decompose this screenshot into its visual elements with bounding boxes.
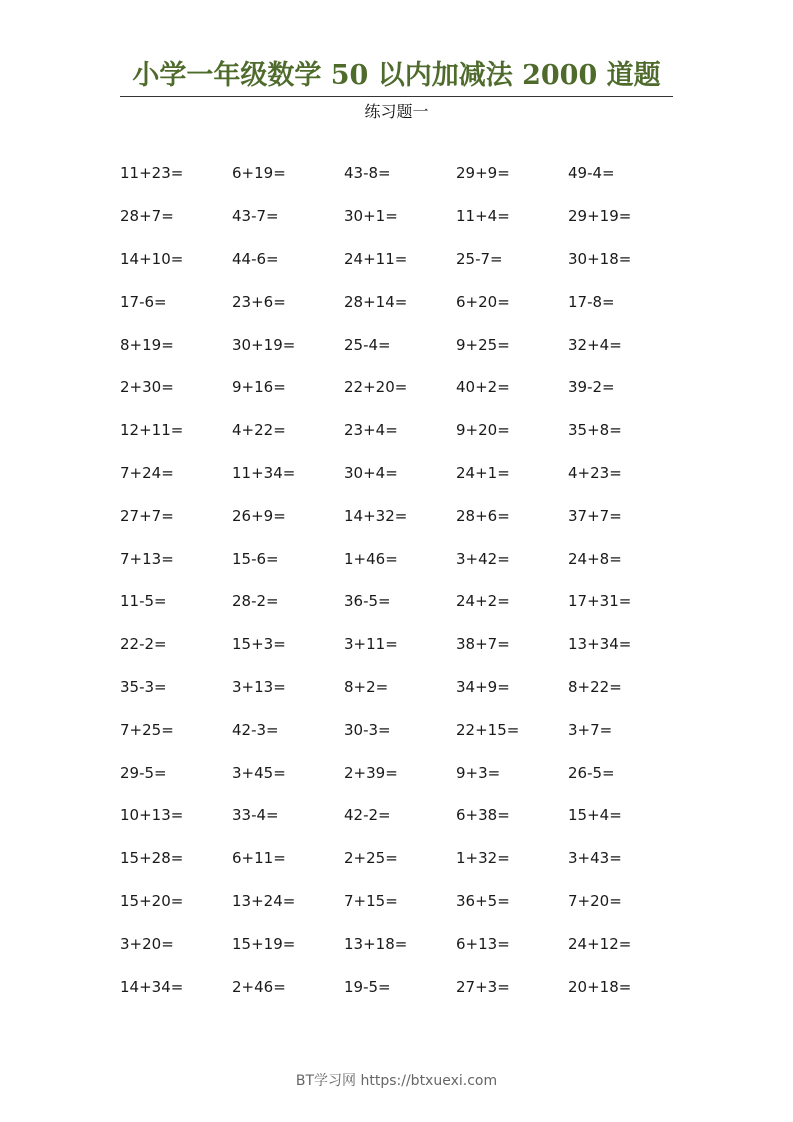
math-problem: 17+31= xyxy=(568,592,632,611)
math-problem: 7+25= xyxy=(120,720,174,739)
problem-row xyxy=(120,708,680,751)
math-problem: 34+9= xyxy=(456,677,510,696)
math-problem: 26+9= xyxy=(232,506,286,525)
math-problem: 49-4= xyxy=(568,164,615,183)
math-problem: 39-2= xyxy=(568,378,615,397)
math-problem: 23+4= xyxy=(344,421,398,440)
math-problem: 22+20= xyxy=(344,378,408,397)
math-problem: 32+4= xyxy=(568,335,622,354)
math-problem: 14+10= xyxy=(120,249,184,268)
math-problem: 6+13= xyxy=(456,934,510,953)
problem-row xyxy=(120,623,680,666)
math-problem: 37+7= xyxy=(568,506,622,525)
math-problem: 28+14= xyxy=(344,292,408,311)
math-problem: 22-2= xyxy=(120,635,167,654)
math-problem: 24+12= xyxy=(568,934,632,953)
math-problem: 4+22= xyxy=(232,421,286,440)
math-problem: 14+34= xyxy=(120,977,184,996)
math-problem: 38+7= xyxy=(456,635,510,654)
math-problem: 30+19= xyxy=(232,335,296,354)
math-problem: 7+20= xyxy=(568,891,622,910)
math-problem: 25-7= xyxy=(456,249,503,268)
problem-row xyxy=(120,366,680,409)
math-problem: 33-4= xyxy=(232,806,279,825)
problem-row xyxy=(120,152,680,195)
math-problem: 6+11= xyxy=(232,849,286,868)
math-problem: 1+46= xyxy=(344,549,398,568)
problem-grid xyxy=(120,152,680,1008)
math-problem: 3+43= xyxy=(568,849,622,868)
problem-row xyxy=(120,238,680,281)
problem-row xyxy=(120,195,680,238)
math-problem: 27+7= xyxy=(120,506,174,525)
problem-row xyxy=(120,580,680,623)
math-problem: 30+18= xyxy=(568,249,632,268)
math-problem: 43-8= xyxy=(344,164,391,183)
problem-row xyxy=(120,794,680,837)
math-problem: 24+2= xyxy=(456,592,510,611)
math-problem: 13+24= xyxy=(232,891,296,910)
math-problem: 2+39= xyxy=(344,763,398,782)
math-problem: 9+20= xyxy=(456,421,510,440)
math-problem: 17-6= xyxy=(120,292,167,311)
problem-row xyxy=(120,965,680,1008)
footer-watermark: BT学习网 https://btxuexi.com xyxy=(295,1073,498,1089)
math-problem: 13+34= xyxy=(568,635,632,654)
problem-row xyxy=(120,922,680,965)
math-problem: 13+18= xyxy=(344,934,408,953)
math-problem: 15+20= xyxy=(120,891,184,910)
problem-row xyxy=(120,409,680,452)
math-problem: 25-4= xyxy=(344,335,391,354)
math-problem: 7+24= xyxy=(120,463,174,482)
math-problem: 11-5= xyxy=(120,592,167,611)
math-problem: 27+3= xyxy=(456,977,510,996)
math-problem: 3+20= xyxy=(120,934,174,953)
math-problem: 15-6= xyxy=(232,549,279,568)
math-problem: 15+3= xyxy=(232,635,286,654)
math-problem: 11+23= xyxy=(120,164,184,183)
math-problem: 42-2= xyxy=(344,806,391,825)
math-problem: 15+28= xyxy=(120,849,184,868)
math-problem: 6+19= xyxy=(232,164,286,183)
math-problem: 10+13= xyxy=(120,806,184,825)
math-problem: 9+25= xyxy=(456,335,510,354)
math-problem: 30+4= xyxy=(344,463,398,482)
math-problem: 3+42= xyxy=(456,549,510,568)
math-problem: 35+8= xyxy=(568,421,622,440)
title-divider xyxy=(120,96,673,97)
problem-row xyxy=(120,880,680,923)
math-problem: 23+6= xyxy=(232,292,286,311)
problem-row xyxy=(120,666,680,709)
math-problem: 6+20= xyxy=(456,292,510,311)
math-problem: 8+2= xyxy=(344,677,389,696)
math-problem: 9+16= xyxy=(232,378,286,397)
math-problem: 28-2= xyxy=(232,592,279,611)
problem-row xyxy=(120,751,680,794)
math-problem: 15+4= xyxy=(568,806,622,825)
math-problem: 2+25= xyxy=(344,849,398,868)
math-problem: 2+30= xyxy=(120,378,174,397)
math-problem: 11+34= xyxy=(232,463,296,482)
math-problem: 19-5= xyxy=(344,977,391,996)
math-problem: 9+3= xyxy=(456,763,501,782)
math-problem: 20+18= xyxy=(568,977,632,996)
problem-row xyxy=(120,323,680,366)
math-problem: 35-3= xyxy=(120,677,167,696)
math-problem: 15+19= xyxy=(232,934,296,953)
math-problem: 8+22= xyxy=(568,677,622,696)
math-problem: 11+4= xyxy=(456,207,510,226)
math-problem: 7+15= xyxy=(344,891,398,910)
math-problem: 29+19= xyxy=(568,207,632,226)
math-problem: 3+13= xyxy=(232,677,286,696)
math-problem: 40+2= xyxy=(456,378,510,397)
math-problem: 24+1= xyxy=(456,463,510,482)
problem-row xyxy=(120,494,680,537)
math-problem: 28+6= xyxy=(456,506,510,525)
problem-row xyxy=(120,280,680,323)
problem-row xyxy=(120,537,680,580)
math-problem: 1+32= xyxy=(456,849,510,868)
math-problem: 12+11= xyxy=(120,421,184,440)
math-problem: 7+13= xyxy=(120,549,174,568)
math-problem: 14+32= xyxy=(344,506,408,525)
math-problem: 30+1= xyxy=(344,207,398,226)
math-problem: 22+15= xyxy=(456,720,520,739)
math-problem: 28+7= xyxy=(120,207,174,226)
math-problem: 2+46= xyxy=(232,977,286,996)
math-problem: 17-8= xyxy=(568,292,615,311)
math-problem: 4+23= xyxy=(568,463,622,482)
math-problem: 36-5= xyxy=(344,592,391,611)
math-problem: 6+38= xyxy=(456,806,510,825)
page-title: 小学一年级数学 50 以内加减法 2000 道题 xyxy=(132,60,661,91)
math-problem: 42-3= xyxy=(232,720,279,739)
section-title: 练习题一 xyxy=(364,102,429,121)
math-problem: 3+7= xyxy=(568,720,613,739)
problem-row xyxy=(120,452,680,495)
problem-row xyxy=(120,837,680,880)
math-problem: 26-5= xyxy=(568,763,615,782)
math-problem: 44-6= xyxy=(232,249,279,268)
math-problem: 29-5= xyxy=(120,763,167,782)
math-problem: 43-7= xyxy=(232,207,279,226)
math-problem: 36+5= xyxy=(456,891,510,910)
math-problem: 24+11= xyxy=(344,249,408,268)
math-problem: 30-3= xyxy=(344,720,391,739)
math-problem: 24+8= xyxy=(568,549,622,568)
math-problem: 29+9= xyxy=(456,164,510,183)
math-problem: 3+11= xyxy=(344,635,398,654)
math-problem: 3+45= xyxy=(232,763,286,782)
math-problem: 8+19= xyxy=(120,335,174,354)
